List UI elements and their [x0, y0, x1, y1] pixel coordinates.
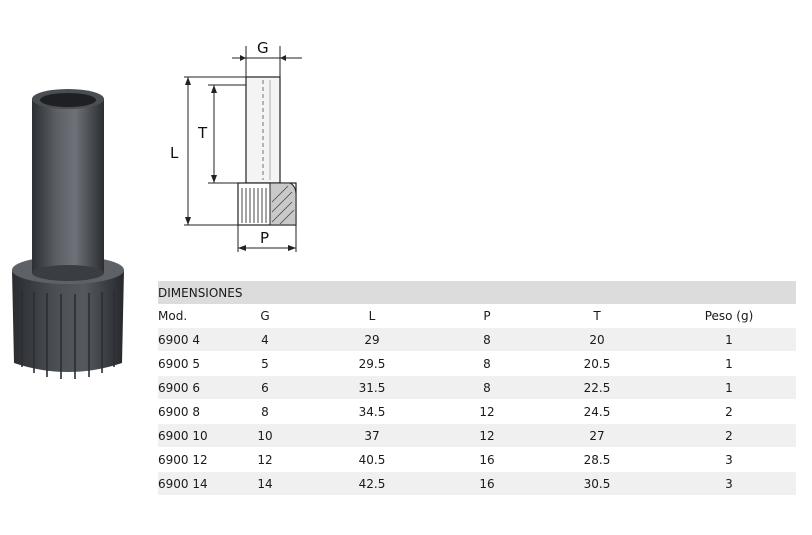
cell-weight: 1	[725, 380, 733, 395]
cell-l: 29.5	[358, 356, 386, 371]
cell-t: 22.5	[583, 380, 611, 395]
cell-t: 20	[589, 332, 605, 347]
cell-mod: 6900 12	[158, 452, 208, 467]
cell-g: 5	[261, 356, 269, 371]
table-row	[158, 376, 796, 400]
table-row	[158, 424, 796, 448]
cell-g: 14	[257, 476, 273, 491]
cell-p: 16	[479, 476, 495, 491]
cell-weight: 1	[725, 356, 733, 371]
col-header-p: P	[483, 308, 491, 323]
table-row	[158, 400, 796, 424]
cell-weight: 3	[725, 452, 733, 467]
cell-g: 12	[257, 452, 273, 467]
cell-mod: 6900 8	[158, 404, 200, 419]
dimensions-table	[158, 281, 796, 496]
cell-t: 20.5	[583, 356, 611, 371]
dim-label-p: P	[260, 229, 270, 247]
cell-mod: 6900 6	[158, 380, 200, 395]
cell-l: 34.5	[358, 404, 386, 419]
cell-weight: 3	[725, 476, 733, 491]
cell-l: 42.5	[358, 476, 386, 491]
cell-l: 40.5	[358, 452, 386, 467]
cell-p: 16	[479, 452, 495, 467]
cell-l: 29	[364, 332, 380, 347]
col-header-mod: Mod.	[158, 308, 188, 323]
dim-label-t: T	[198, 124, 208, 142]
cell-mod: 6900 14	[158, 476, 208, 491]
product-photo	[4, 85, 132, 385]
technical-drawing	[160, 30, 320, 260]
cell-weight: 2	[725, 428, 733, 443]
cell-mod: 6900 4	[158, 332, 200, 347]
table-row	[158, 328, 796, 352]
cell-p: 8	[483, 380, 491, 395]
table-row	[158, 472, 796, 496]
table-row	[158, 352, 796, 376]
cell-t: 28.5	[583, 452, 611, 467]
cell-g: 8	[261, 404, 269, 419]
cell-t: 27	[589, 428, 605, 443]
cell-weight: 1	[725, 332, 733, 347]
cell-mod: 6900 10	[158, 428, 208, 443]
cell-t: 30.5	[583, 476, 611, 491]
cell-t: 24.5	[583, 404, 611, 419]
dim-label-g: G	[257, 39, 269, 57]
cell-p: 8	[483, 332, 491, 347]
table-title: DIMENSIONES	[158, 281, 796, 304]
cell-mod: 6900 5	[158, 356, 200, 371]
cell-p: 12	[479, 428, 495, 443]
col-header-t: T	[593, 308, 601, 323]
cell-p: 12	[479, 404, 495, 419]
table-header-row	[158, 304, 796, 328]
cell-p: 8	[483, 356, 491, 371]
table-row	[158, 448, 796, 472]
dim-label-l: L	[170, 144, 179, 162]
col-header-l: L	[368, 308, 376, 323]
cell-l: 31.5	[358, 380, 386, 395]
col-header-weight: Peso (g)	[704, 308, 754, 323]
cell-weight: 2	[725, 404, 733, 419]
cell-g: 4	[261, 332, 269, 347]
cell-g: 6	[261, 380, 269, 395]
cell-g: 10	[257, 428, 273, 443]
col-header-g: G	[260, 308, 270, 323]
cell-l: 37	[364, 428, 380, 443]
